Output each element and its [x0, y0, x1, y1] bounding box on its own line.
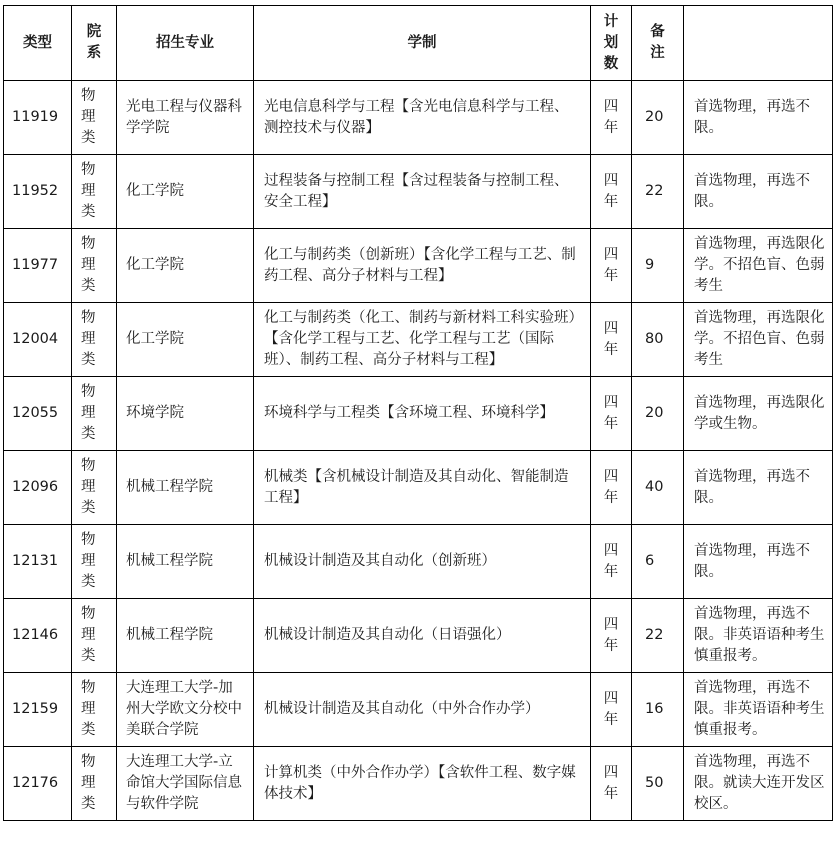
table-row	[4, 155, 833, 229]
cell-duration: 四年	[591, 155, 632, 229]
cell-school: 化工学院	[117, 303, 254, 377]
cell-code: 12159	[4, 673, 72, 747]
header-type: 院系	[72, 6, 117, 81]
cell-duration: 四年	[591, 303, 632, 377]
cell-note: 首选物理，再选限化学或生物。	[684, 377, 833, 451]
table-row	[4, 451, 833, 525]
cell-type: 物理类	[72, 673, 117, 747]
cell-note: 首选物理，再选不限。就读大连开发区校区。	[684, 747, 833, 821]
cell-duration: 四年	[591, 229, 632, 303]
cell-code: 12131	[4, 525, 72, 599]
cell-school: 机械工程学院	[117, 451, 254, 525]
cell-type: 物理类	[72, 303, 117, 377]
cell-note: 首选物理，再选不限。	[684, 81, 833, 155]
cell-major: 光电信息科学与工程【含光电信息科学与工程、测控技术与仪器】	[254, 81, 591, 155]
cell-code: 12055	[4, 377, 72, 451]
cell-school: 大连理工大学-加州大学欧文分校中美联合学院	[117, 673, 254, 747]
table-header-row	[4, 6, 833, 81]
header-major: 学制	[254, 6, 591, 81]
cell-school: 光电工程与仪器科学学院	[117, 81, 254, 155]
table-body	[4, 81, 833, 821]
cell-school: 环境学院	[117, 377, 254, 451]
table-row	[4, 673, 833, 747]
cell-major: 机械设计制造及其自动化（创新班）	[254, 525, 591, 599]
cell-note: 首选物理，再选不限。非英语语种考生慎重报考。	[684, 673, 833, 747]
cell-plan: 50	[632, 747, 684, 821]
cell-type: 物理类	[72, 451, 117, 525]
cell-major: 环境科学与工程类【含环境工程、环境科学】	[254, 377, 591, 451]
header-duration: 计划数	[591, 6, 632, 81]
cell-plan: 22	[632, 599, 684, 673]
cell-code: 11919	[4, 81, 72, 155]
cell-major: 机械设计制造及其自动化（日语强化）	[254, 599, 591, 673]
cell-major: 化工与制药类（化工、制药与新材料工科实验班）【含化学工程与工艺、化学工程与工艺（国际班）、制药工程、高分子材料与工程】	[254, 303, 591, 377]
header-school: 招生专业	[117, 6, 254, 81]
cell-type: 物理类	[72, 155, 117, 229]
cell-type: 物理类	[72, 599, 117, 673]
header-code: 类型	[4, 6, 72, 81]
table-row	[4, 303, 833, 377]
enrollment-plan-table	[3, 5, 833, 821]
cell-duration: 四年	[591, 525, 632, 599]
cell-school: 机械工程学院	[117, 525, 254, 599]
cell-plan: 20	[632, 377, 684, 451]
cell-duration: 四年	[591, 747, 632, 821]
cell-note: 首选物理，再选不限。非英语语种考生慎重报考。	[684, 599, 833, 673]
cell-major: 机械类【含机械设计制造及其自动化、智能制造工程】	[254, 451, 591, 525]
cell-code: 12176	[4, 747, 72, 821]
table-row	[4, 81, 833, 155]
cell-type: 物理类	[72, 747, 117, 821]
table-row	[4, 525, 833, 599]
cell-type: 物理类	[72, 81, 117, 155]
cell-plan: 16	[632, 673, 684, 747]
cell-duration: 四年	[591, 451, 632, 525]
table-row	[4, 599, 833, 673]
cell-duration: 四年	[591, 81, 632, 155]
cell-plan: 80	[632, 303, 684, 377]
header-plan: 备注	[632, 6, 684, 81]
cell-duration: 四年	[591, 377, 632, 451]
cell-plan: 6	[632, 525, 684, 599]
cell-major: 机械设计制造及其自动化（中外合作办学）	[254, 673, 591, 747]
cell-school: 化工学院	[117, 229, 254, 303]
cell-note: 首选物理，再选限化学。不招色盲、色弱考生	[684, 303, 833, 377]
cell-code: 12004	[4, 303, 72, 377]
cell-duration: 四年	[591, 599, 632, 673]
cell-plan: 20	[632, 81, 684, 155]
cell-school: 机械工程学院	[117, 599, 254, 673]
cell-major: 计算机类（中外合作办学）【含软件工程、数字媒体技术】	[254, 747, 591, 821]
table-row	[4, 377, 833, 451]
cell-code: 12096	[4, 451, 72, 525]
cell-note: 首选物理，再选不限。	[684, 525, 833, 599]
cell-type: 物理类	[72, 525, 117, 599]
cell-major: 化工与制药类（创新班）【含化学工程与工艺、制药工程、高分子材料与工程】	[254, 229, 591, 303]
table-row	[4, 747, 833, 821]
cell-note: 首选物理，再选不限。	[684, 155, 833, 229]
table-row	[4, 229, 833, 303]
cell-school: 大连理工大学-立命馆大学国际信息与软件学院	[117, 747, 254, 821]
cell-school: 化工学院	[117, 155, 254, 229]
cell-type: 物理类	[72, 229, 117, 303]
cell-major: 过程装备与控制工程【含过程装备与控制工程、安全工程】	[254, 155, 591, 229]
cell-code: 11952	[4, 155, 72, 229]
cell-note: 首选物理，再选不限。	[684, 451, 833, 525]
header-note	[684, 6, 833, 81]
cell-code: 11977	[4, 229, 72, 303]
cell-note: 首选物理，再选限化学。不招色盲、色弱考生	[684, 229, 833, 303]
cell-plan: 40	[632, 451, 684, 525]
cell-type: 物理类	[72, 377, 117, 451]
cell-code: 12146	[4, 599, 72, 673]
cell-duration: 四年	[591, 673, 632, 747]
cell-plan: 9	[632, 229, 684, 303]
cell-plan: 22	[632, 155, 684, 229]
